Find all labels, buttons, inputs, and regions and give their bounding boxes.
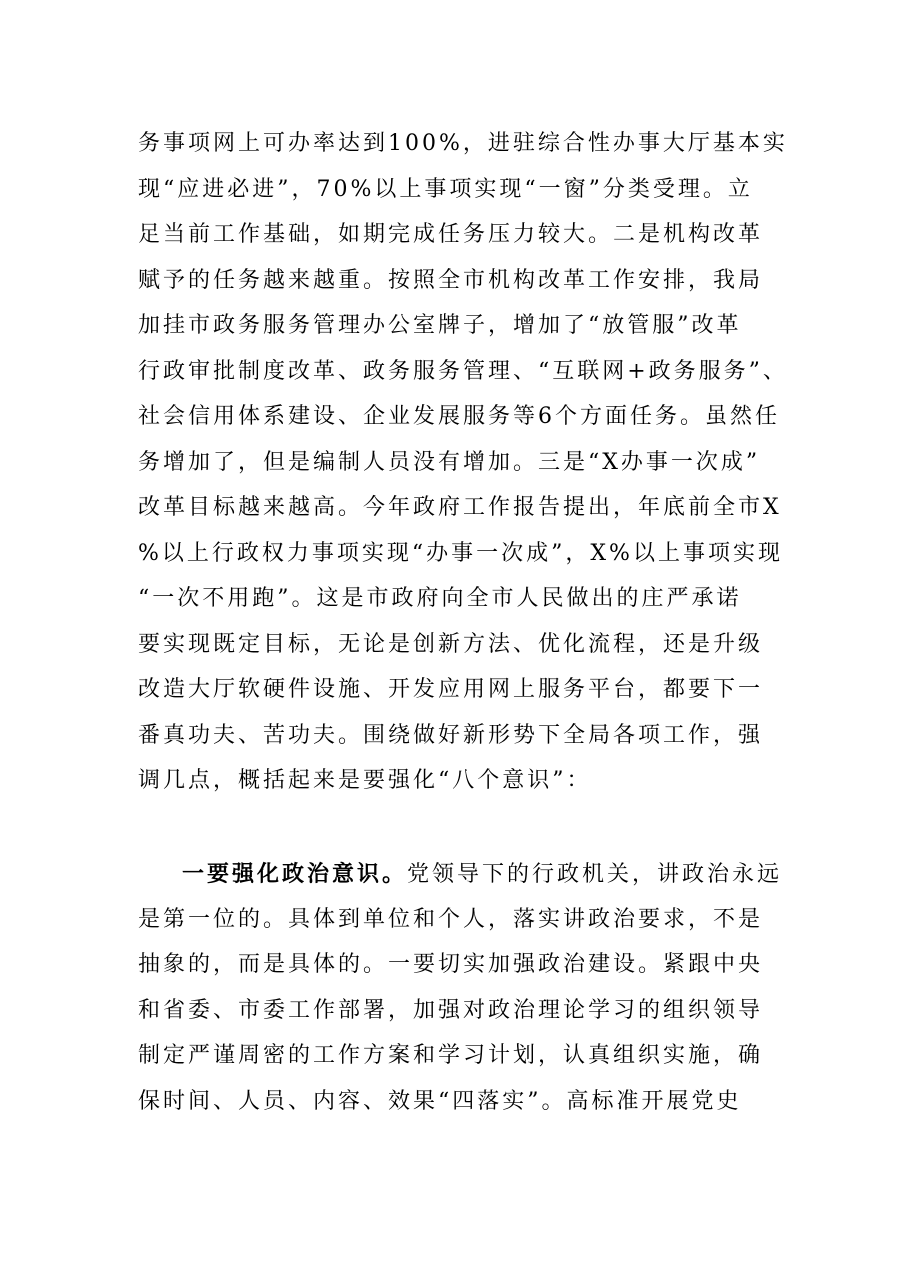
paragraph-2 — [138, 858, 783, 1131]
paragraph-2-line: 保时间、人员、内容、效果“四落实”。高标准开展党史 — [138, 1088, 742, 1114]
paragraph-1-line: 现“应进必进”，70%以上事项实现“一窗”分类受理。立 — [138, 176, 753, 202]
paragraph-1-line: 行政审批制度改革、政务服务管理、“互联网+政务服务”、 — [138, 358, 788, 384]
paragraph-1-line: 加挂市政务服务管理办公室牌子，增加了“放管服”改革 — [138, 313, 742, 338]
paragraph-1-line: 务事项网上可办率达到100%，进驻综合性办事大厅基本实 — [138, 131, 788, 156]
paragraph-2-line: 抽象的，而是具体的。一要切实加强政治建设。紧跟中央 — [138, 952, 764, 977]
paragraph-1-line: 务增加了，但是编制人员没有增加。三是“X办事一次成” — [138, 449, 761, 475]
paragraph-1-line: “一次不用跑”。这是市政府向全市人民做出的庄严承诺 — [138, 586, 742, 611]
section-heading: 一要强化政治意识。 — [182, 861, 408, 887]
paragraph-2-line: 是第一位的。具体到单位和个人，落实讲政治要求，不是 — [138, 906, 764, 932]
paragraph-1-line: 要实现既定目标，无论是创新方法、优化流程，还是升级 — [138, 631, 764, 657]
paragraph-1-line: %以上行政权力事项实现“办事一次成”，X%以上事项实现 — [138, 540, 783, 566]
paragraph-1-line: 赋予的任务越来越重。按照全市机构改革工作安排，我局 — [138, 267, 764, 293]
paragraph-2-line: 制定严谨周密的工作方案和学习计划，认真组织实施，确 — [138, 1043, 764, 1068]
paragraph-1-line: 改革目标越来越高。今年政府工作报告提出，年底前全市X — [138, 495, 782, 520]
paragraph-2-line: 和省委、市委工作部署，加强对政治理论学习的组织领导 — [138, 997, 764, 1023]
paragraph-1-line: 调几点，概括起来是要强化“八个意识”： — [138, 768, 592, 793]
paragraph-1-line: 社会信用体系建设、企业发展服务等6个方面任务。虽然任 — [138, 404, 780, 429]
paragraph-2-first-line — [138, 858, 783, 904]
paragraph-1-line: 改造大厅软硬件设施、开发应用网上服务平台，都要下一 — [138, 677, 764, 702]
paragraph-1-line: 足当前工作基础，如期完成任务压力较大。二是机构改革 — [138, 222, 764, 247]
paragraph-2-first-line-text: 党领导下的行政机关，讲政治永远 — [407, 862, 783, 887]
paragraph-1 — [138, 128, 788, 811]
paragraph-1-line: 番真功夫、苦功夫。围绕做好新形势下全局各项工作，强 — [138, 722, 764, 748]
